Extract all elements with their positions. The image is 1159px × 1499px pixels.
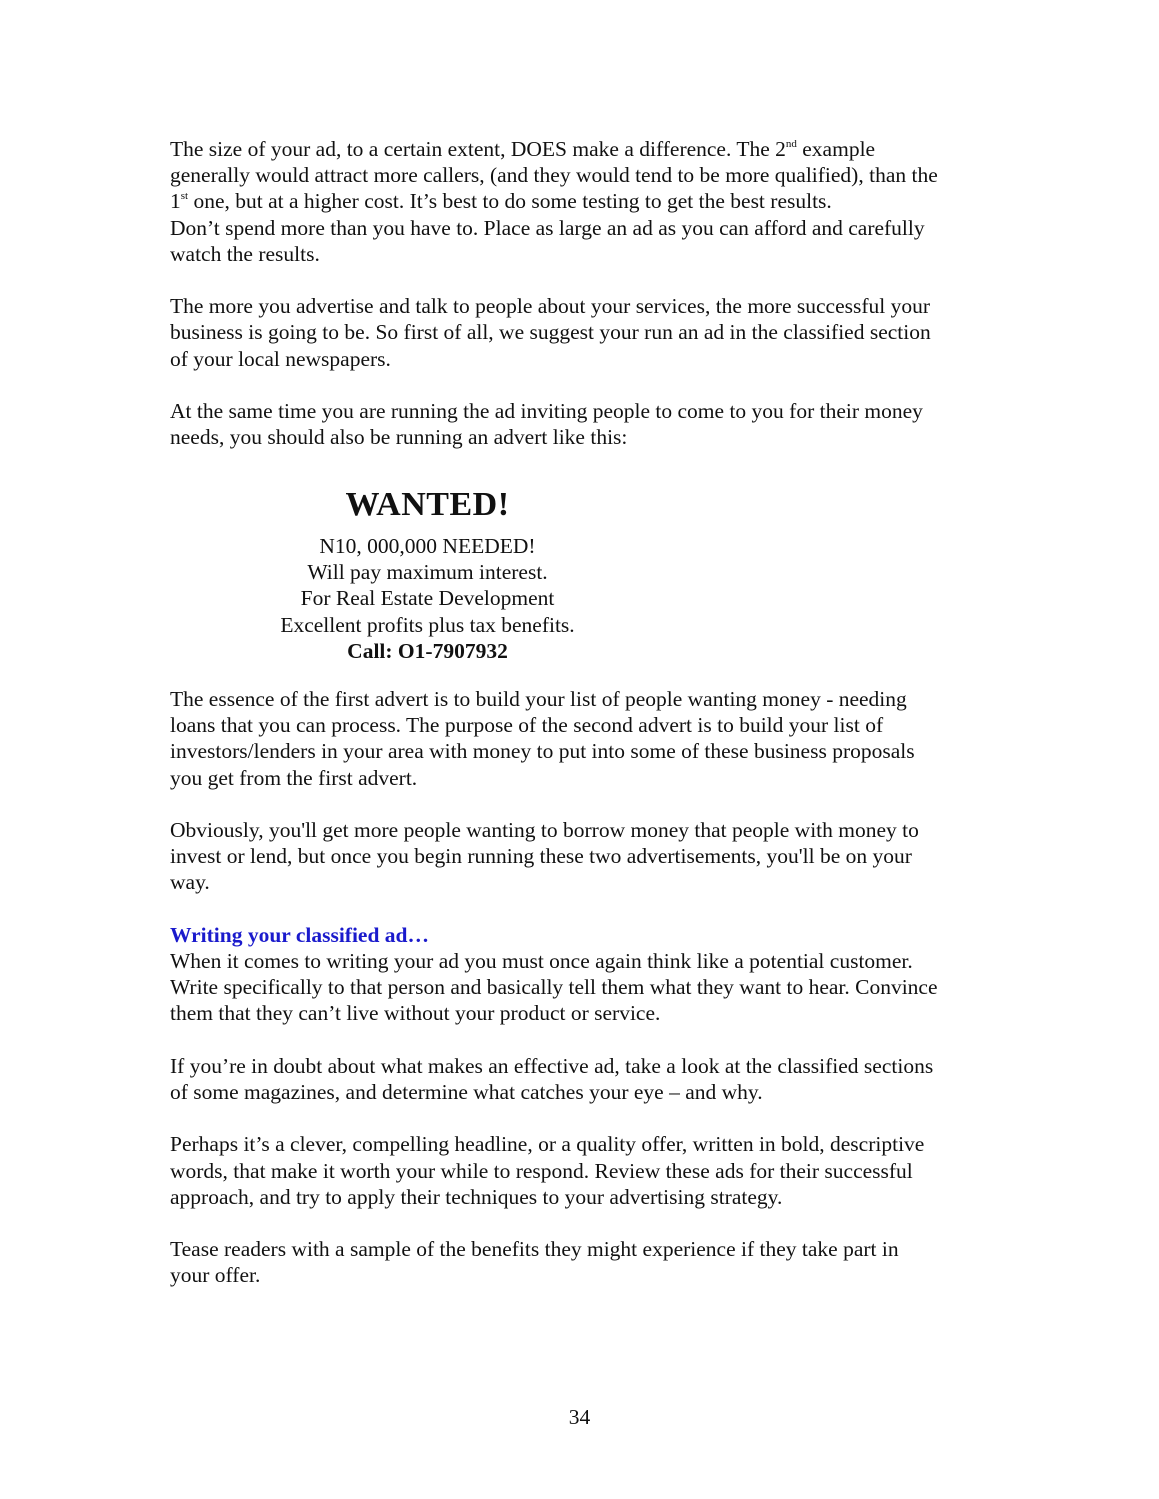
- paragraph-in-doubt: [170, 1053, 1000, 1105]
- paragraph-advertise-more: [170, 293, 1000, 372]
- text-line: you get from the first advert.: [170, 765, 418, 790]
- page-number: 34: [568, 1405, 591, 1429]
- advert-line: N10, 000,000 NEEDED!: [319, 534, 536, 558]
- text-line: Write specifically to that person and basically tell them what they want to hear. Convince: [170, 975, 938, 1000]
- text-line: your offer.: [170, 1263, 261, 1288]
- text-line: invest or lend, but once you begin running these two advertisements, you'll be on your: [170, 844, 912, 869]
- paragraph-tease: [170, 1236, 1000, 1288]
- lower-text-block: [170, 686, 1000, 1315]
- text-line: The more you advertise and talk to people about your services, the more successful your: [170, 294, 931, 319]
- advert-line: For Real Estate Development: [300, 586, 555, 611]
- text-line: loans that you can process. The purpose of the second advert is to build your list of: [170, 713, 884, 738]
- advert-call-number: Call: O1-7907932: [347, 638, 508, 663]
- advert-line: Will pay maximum interest.: [307, 560, 548, 585]
- text-line: The size of your ad, to a certain extent, DOES make a difference. The 2nd example: [170, 137, 876, 161]
- text-line: watch the results.: [170, 241, 320, 266]
- text-line: Don’t spend more than you have to. Place as large an ad as you can afford and carefully: [170, 215, 925, 240]
- text-line: investors/lenders in your area with money to put into some of these business proposals: [170, 739, 915, 764]
- text-line: At the same time you are running the ad inviting people to come to you for their money: [170, 399, 923, 423]
- section-writing-ad: [170, 922, 1000, 1027]
- advert-line: Excellent profits plus tax benefits.: [280, 612, 575, 637]
- ordinal-suffix: st: [180, 190, 189, 203]
- section-heading: Writing your classified ad…: [170, 922, 430, 947]
- text-line: Perhaps it’s a clever, compelling headline, or a quality offer, written in bold, descriptive: [170, 1132, 925, 1157]
- ordinal-suffix: nd: [785, 138, 797, 150]
- text-line: approach, and try to apply their techniques to your advertising strategy.: [170, 1184, 783, 1209]
- text-line: If you’re in doubt about what makes an effective ad, take a look at the classified sections: [170, 1053, 934, 1078]
- top-text-block: [170, 136, 1000, 477]
- text-line: of your local newspapers.: [170, 346, 391, 371]
- paragraph-ad-size: [170, 136, 1000, 267]
- paragraph-same-time: [170, 398, 1000, 450]
- text-line: needs, you should also be running an advert like this:: [170, 425, 628, 450]
- text-line: 1st one, but at a higher cost. It’s best to do some testing to get the best results.: [170, 189, 832, 214]
- advert-title: WANTED!: [345, 486, 510, 523]
- paragraph-essence: [170, 686, 1000, 791]
- text-line: When it comes to writing your ad you must once again think like a potential customer.: [170, 949, 913, 973]
- text-line: of some magazines, and determine what catches your eye – and why.: [170, 1080, 763, 1104]
- wanted-advert: [170, 483, 685, 664]
- text-line: generally would attract more callers, (and they would tend to be more qualified), than the: [170, 163, 938, 188]
- paragraph-perhaps: [170, 1131, 1000, 1210]
- text-line: business is going to be. So first of all, we suggest your run an ad in the classified section: [170, 320, 931, 345]
- text-line: Obviously, you'll get more people wanting to borrow money that people with money to: [170, 818, 919, 842]
- text-line: The essence of the first advert is to build your list of people wanting money - needing: [170, 687, 907, 711]
- text-line: way.: [170, 870, 210, 895]
- text-line: Tease readers with a sample of the benefits they might experience if they take part in: [170, 1237, 899, 1262]
- text-line: them that they can’t live without your product or service.: [170, 1001, 661, 1026]
- text-line: words, that make it worth your while to respond. Review these ads for their successful: [170, 1158, 913, 1183]
- paragraph-obviously: [170, 817, 1000, 896]
